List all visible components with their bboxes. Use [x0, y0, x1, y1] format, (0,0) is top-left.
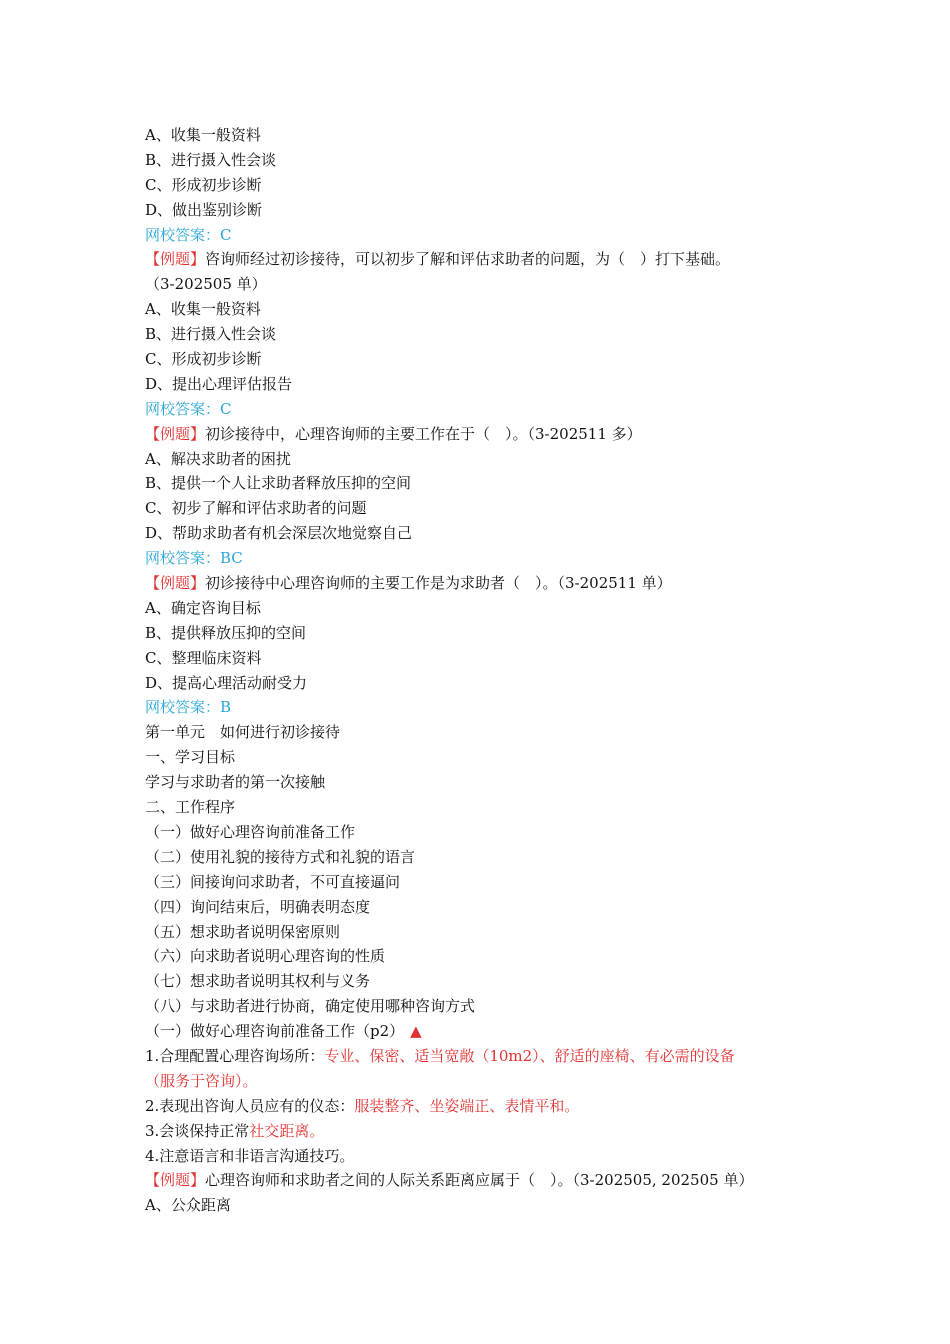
text-line: [145, 770, 815, 795]
example-tag: 【例题】: [145, 250, 206, 269]
line-text: （3-202505 单）: [145, 275, 267, 294]
text-line: [145, 720, 815, 745]
line-text: A、收集一般资料: [145, 126, 261, 144]
text-line: [145, 1193, 815, 1218]
line-text: 4.注意语言和非语言沟通技巧。: [145, 1146, 355, 1165]
line-text: （五）想求助者说明保密原则: [145, 922, 341, 941]
text-line: [145, 521, 815, 546]
line-text: D、做出鉴别诊断: [145, 200, 263, 219]
text-line: [145, 173, 815, 198]
answer-text: 网校答案：C: [145, 225, 232, 244]
line-text: （六）向求助者说明心理咨询的性质: [145, 947, 386, 966]
line-text: A、公众距离: [145, 1196, 231, 1215]
text-line: [145, 845, 815, 870]
line-text: C、初步了解和评估求助者的问题: [145, 499, 367, 518]
text-line: [145, 272, 815, 297]
line-text: （八）与求助者进行协商，确定使用哪种咨询方式: [145, 997, 476, 1016]
text-line: [145, 347, 815, 372]
text-line: [145, 621, 815, 646]
question-text: 初诊接待中，心理咨询师的主要工作在于（ ）。（3-202511 多）: [205, 424, 642, 443]
line-text: （七）想求助者说明其权利与义务: [145, 972, 371, 991]
line-text: C、整理临床资料: [145, 648, 262, 667]
text-line: [145, 198, 815, 223]
document-body: [145, 123, 815, 1218]
answer-line: [145, 223, 815, 248]
highlight-line: [145, 1069, 815, 1094]
example-tag: 【例题】: [145, 424, 206, 443]
answer-text: 网校答案：BC: [145, 549, 243, 568]
text-line: [145, 148, 815, 173]
answer-line: [145, 695, 815, 720]
question-line: [145, 571, 815, 596]
highlight-text: （服务于咨询）。: [145, 1071, 258, 1090]
key-point-triangle-icon: ▲: [410, 1022, 422, 1041]
line-text: B、进行摄入性会谈: [145, 150, 277, 169]
text-line: [145, 745, 815, 770]
line-text: 学习与求助者的第一次接触: [145, 773, 326, 792]
text-line: [145, 820, 815, 845]
highlight-line: [145, 1119, 815, 1144]
text-line: [145, 596, 815, 621]
example-tag: 【例题】: [145, 1171, 206, 1190]
line-text: （二）使用礼貌的接待方式和礼貌的语言: [145, 847, 416, 866]
text-line: [145, 969, 815, 994]
line-text: A、解决求助者的困扰: [145, 449, 291, 468]
text-line: [145, 671, 815, 696]
line-text: 二、工作程序: [145, 798, 236, 817]
line-text: B、提供释放压抑的空间: [145, 623, 307, 642]
line-text: 2.表现出咨询人员应有的仪态：: [145, 1096, 355, 1115]
line-text: C、形成初步诊断: [145, 175, 262, 194]
highlight-text: 社交距离。: [249, 1121, 325, 1140]
question-line: [145, 1168, 815, 1193]
line-text: B、进行摄入性会谈: [145, 325, 277, 344]
text-line: [145, 994, 815, 1019]
question-line: [145, 247, 815, 272]
text-line: [145, 496, 815, 521]
answer-line: [145, 397, 815, 422]
heading-text: （一）做好心理咨询前准备工作（p2）: [145, 1022, 405, 1041]
line-text: 3.会谈保持正常: [145, 1121, 250, 1140]
text-line: [145, 920, 815, 945]
text-line: [145, 646, 815, 671]
example-tag: 【例题】: [145, 574, 206, 593]
line-text: D、提出心理评估报告: [145, 374, 293, 393]
text-line: [145, 123, 815, 148]
text-line: [145, 322, 815, 347]
question-text: 咨询师经过初诊接待，可以初步了解和评估求助者的问题，为（ ）打下基础。: [205, 250, 731, 269]
text-line: [145, 944, 815, 969]
highlight-text: 专业、保密、适当宽敞（10m2）、舒适的座椅、有必需的设备: [324, 1046, 735, 1065]
text-line: [145, 795, 815, 820]
line-text: 1.合理配置心理咨询场所：: [145, 1046, 325, 1065]
question-line: [145, 422, 815, 447]
line-text: A、确定咨询目标: [145, 598, 261, 617]
section-heading: [145, 1019, 815, 1044]
answer-text: 网校答案：C: [145, 399, 232, 418]
line-text: 一、学习目标: [145, 748, 236, 767]
line-text: （三）间接询问求助者，不可直接逼问: [145, 872, 401, 891]
text-line: [145, 372, 815, 397]
text-line: [145, 870, 815, 895]
answer-text: 网校答案：B: [145, 698, 232, 717]
line-text: 第一单元 如何进行初诊接待: [145, 723, 341, 742]
text-line: [145, 447, 815, 472]
text-line: [145, 895, 815, 920]
line-text: A、收集一般资料: [145, 300, 261, 319]
question-text: 初诊接待中心理咨询师的主要工作是为求助者（ ）。（3-202511 单）: [205, 574, 672, 593]
question-text: 心理咨询师和求助者之间的人际关系距离应属于（ ）。（3-202505, 202505 单）: [205, 1171, 754, 1190]
line-text: （一）做好心理咨询前准备工作: [145, 822, 356, 841]
highlight-line: [145, 1094, 815, 1119]
line-text: B、提供一个人让求助者释放压抑的空间: [145, 474, 412, 493]
line-text: （四）询问结束后，明确表明态度: [145, 897, 371, 916]
highlight-text: 服装整齐、坐姿端正、表情平和。: [354, 1096, 580, 1115]
text-line: [145, 471, 815, 496]
answer-line: [145, 546, 815, 571]
line-text: D、帮助求助者有机会深层次地觉察自己: [145, 524, 413, 543]
line-text: D、提高心理活动耐受力: [145, 673, 308, 692]
highlight-line: [145, 1044, 815, 1069]
text-line: [145, 1144, 815, 1169]
text-line: [145, 297, 815, 322]
line-text: C、形成初步诊断: [145, 350, 262, 369]
